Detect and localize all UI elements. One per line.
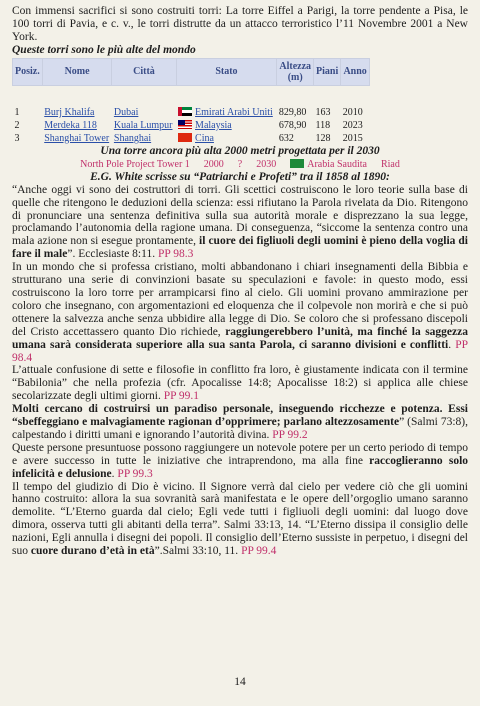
project-year: 2030 [256, 158, 277, 170]
text-run: . [111, 467, 118, 480]
table-row [13, 119, 370, 132]
cell-height: 632 [278, 132, 294, 144]
table-header-row [13, 58, 370, 85]
paragraph-6 [12, 481, 468, 558]
col-header-year: Anno [341, 58, 370, 85]
text-run: ”. Ecclesiaste 8:11. [67, 248, 158, 261]
table-spacer-row [13, 85, 370, 106]
project-height: 2000 [203, 158, 224, 170]
col-header-position: Posiz. [13, 58, 43, 85]
cell-state [176, 132, 277, 145]
cell-state [176, 106, 277, 119]
paragraph-5 [12, 442, 468, 481]
reference-pp-99-3[interactable]: PP 99.3 [117, 467, 153, 480]
cell-position: 1 [14, 106, 20, 118]
project-city[interactable]: Riad [380, 158, 400, 170]
project-tower-heading: Una torre ancora più alta 2000 metri progettata per il 2030 [100, 144, 380, 157]
text-run: “Anche oggi vi sono dei costruttori di torri. Gli scettici costruiscono le loro teorie sulla base di quelle che ritengono le deduzioni della scienza: essi rifiutano la Parola rivelata da Dio. Ritengono di pronunciare una sentenza definitiva sulla sua autorità morale e disprezzano la sua legge, proclamando l’autonomia della ragione umana. Di conseguenza, “siccome la sentenza contro una mala azione non si esegue prontamente, [12, 183, 468, 248]
project-state-label[interactable]: Arabia Saudita [307, 158, 367, 170]
state-link[interactable]: Emirati Arabi Uniti [195, 106, 273, 118]
col-header-name: Nome [42, 58, 112, 85]
project-floors: ? [237, 158, 243, 170]
malaysia-flag-icon [178, 120, 192, 129]
bold-text-run: raggiungerebbero l’unità, ma finché la saggezza umana sarà considerata superiore alla sua santa Parola, ci saranno divisioni e conflitti [12, 325, 468, 351]
cell-year: 2023 [342, 119, 363, 131]
cell-position: 2 [14, 119, 20, 131]
cell-city[interactable]: Shanghai [113, 132, 152, 144]
white-quote-heading: E.G. White scrisse su “Patriarchi e Profeti” tra il 1858 al 1890: [90, 170, 390, 183]
reference-pp-98-4[interactable]: PP 98.4 [12, 338, 469, 364]
text-run: . [266, 428, 273, 441]
text-run: . [157, 390, 164, 403]
cell-floors: 118 [315, 119, 331, 131]
china-flag-icon [178, 133, 192, 142]
cell-floors: 163 [315, 106, 331, 118]
reference-pp-99-4[interactable]: PP 99.4 [241, 545, 277, 558]
uae-flag-icon [178, 107, 192, 116]
col-header-city: Città [112, 58, 176, 85]
cell-height: 829,80 [278, 106, 307, 118]
cell-name[interactable]: Merdeka 118 [44, 119, 97, 131]
col-header-height: Altezza (m) [277, 58, 314, 85]
text-run: . [448, 338, 456, 351]
bold-text-run: cuore durano d’età in età [30, 545, 155, 558]
cell-year: 2015 [342, 132, 363, 144]
bold-text-run: Molti cercano di costruirsi un paradiso personale, inseguendo ricchezze e potenza. Essi “sbeffeggiano e malvagiamente ragionan d’opprimere; parlano altezzosamente [12, 403, 468, 429]
col-header-state: Stato [176, 58, 277, 85]
cell-state [176, 119, 277, 132]
bold-text-run: raccoglieranno solo infelicità e delusione [12, 454, 469, 480]
text-run: ”.Salmi 33:10, 11. [154, 545, 242, 558]
intro-paragraph: Con immensi sacrifici si sono costruiti torri: La torre Eiffel a Parigi, la torre pendente a Pisa, le 100 torri di Pavia, e c. v., le torri distrutte da un attacco terroristico l’11 Novembre 2001 a New York. [12, 5, 468, 43]
page-number: 14 [234, 676, 246, 688]
cell-name[interactable]: Burj Khalifa [44, 106, 95, 118]
text-run: Queste persone presuntuose possono raggiungere un notevole potere per un certo periodo di tempo e avere successo in tutte le iniziative che intraprendono, ma alla fine [12, 441, 468, 467]
table-row [13, 106, 370, 119]
cell-city[interactable]: Kuala Lumpur [113, 119, 173, 131]
text-run: ” (Salmi 73:8), calpestando i diritti umani e ignorando l’autorità divina [12, 416, 468, 441]
project-name[interactable]: North Pole Project Tower 1 [80, 158, 190, 170]
state-link[interactable]: Malaysia [195, 119, 232, 131]
cell-floors: 128 [315, 132, 331, 144]
table-row [13, 132, 370, 145]
text-run: Il tempo del giudizio di Dio è vicino. Il Signore verrà dal cielo per vedere ciò che gli uomini hanno costruito: allora la sua sovranità sarà manifestata e le opere dell’orgoglio umano saranno demolite. “L’Eterno guarda dal cielo; Egli vede tutti i figliuoli degli uomini: dal luogo dove dimora, osserva tutti gli abitanti della terra”. Salmi 33:13, 14. “L’Eterno dissipa il consiglio delle nazioni, Egli annulla i disegni dei popoli. Il consiglio dell’Eterno sussiste in perpetuo, i disegni del suo [12, 480, 468, 558]
cell-position: 3 [14, 132, 20, 144]
cell-height: 678,90 [278, 119, 307, 131]
saudi-flag-icon [290, 159, 304, 168]
bold-text-run: il cuore dei figliuoli degli uomini è pieno della voglia di fare il male [12, 235, 468, 261]
cell-city[interactable]: Dubai [113, 106, 139, 118]
towers-table [12, 58, 370, 145]
paragraph-4 [12, 403, 468, 442]
text-run: L’attuale confusione di sette e filosofie in conflitto fra loro, è giustamente indicata con il termine “Babilonia” che nella profezia (cfr. Apocalisse 14:8; Apocalisse 18:2) si applica alle chiese secolarizzate degli ultimi giorni [12, 364, 468, 403]
state-link[interactable]: Cina [195, 132, 214, 144]
reference-pp-99-1[interactable]: PP 99.1 [163, 390, 200, 403]
col-header-floors: Piani [314, 58, 341, 85]
reference-pp-98-3[interactable]: PP 98.3 [157, 248, 194, 261]
reference-pp-99-2[interactable]: PP 99.2 [272, 428, 308, 441]
project-state [290, 159, 367, 170]
cell-name[interactable]: Shanghai Tower [44, 132, 110, 144]
paragraph-2 [12, 261, 468, 364]
paragraph-3 [12, 364, 468, 403]
cell-year: 2010 [342, 106, 363, 118]
text-run: In un mondo che si professa cristiano, molti abbandonano i chiari insegnamenti della Bibbia e strutturano una serie di convinzioni basate su speculazioni e favole: in questo modo, essi costruiscono la loro torre per arrampicarsi fino al cielo. Gli uomini provano ammirazione per coloro che insegnano, con argomentazioni ed eloquenza che il colpevole non morirà e che si può ottenere la salvezza anche senza ubbidire alla legge di Dio. Se coloro che si professano discepoli del Cristo accettassero quanto Dio richiede, [12, 261, 468, 338]
tallest-towers-heading: Queste torri sono le più alte del mondo [12, 43, 196, 56]
paragraph-1 [12, 184, 468, 261]
project-tower-row [12, 159, 468, 170]
